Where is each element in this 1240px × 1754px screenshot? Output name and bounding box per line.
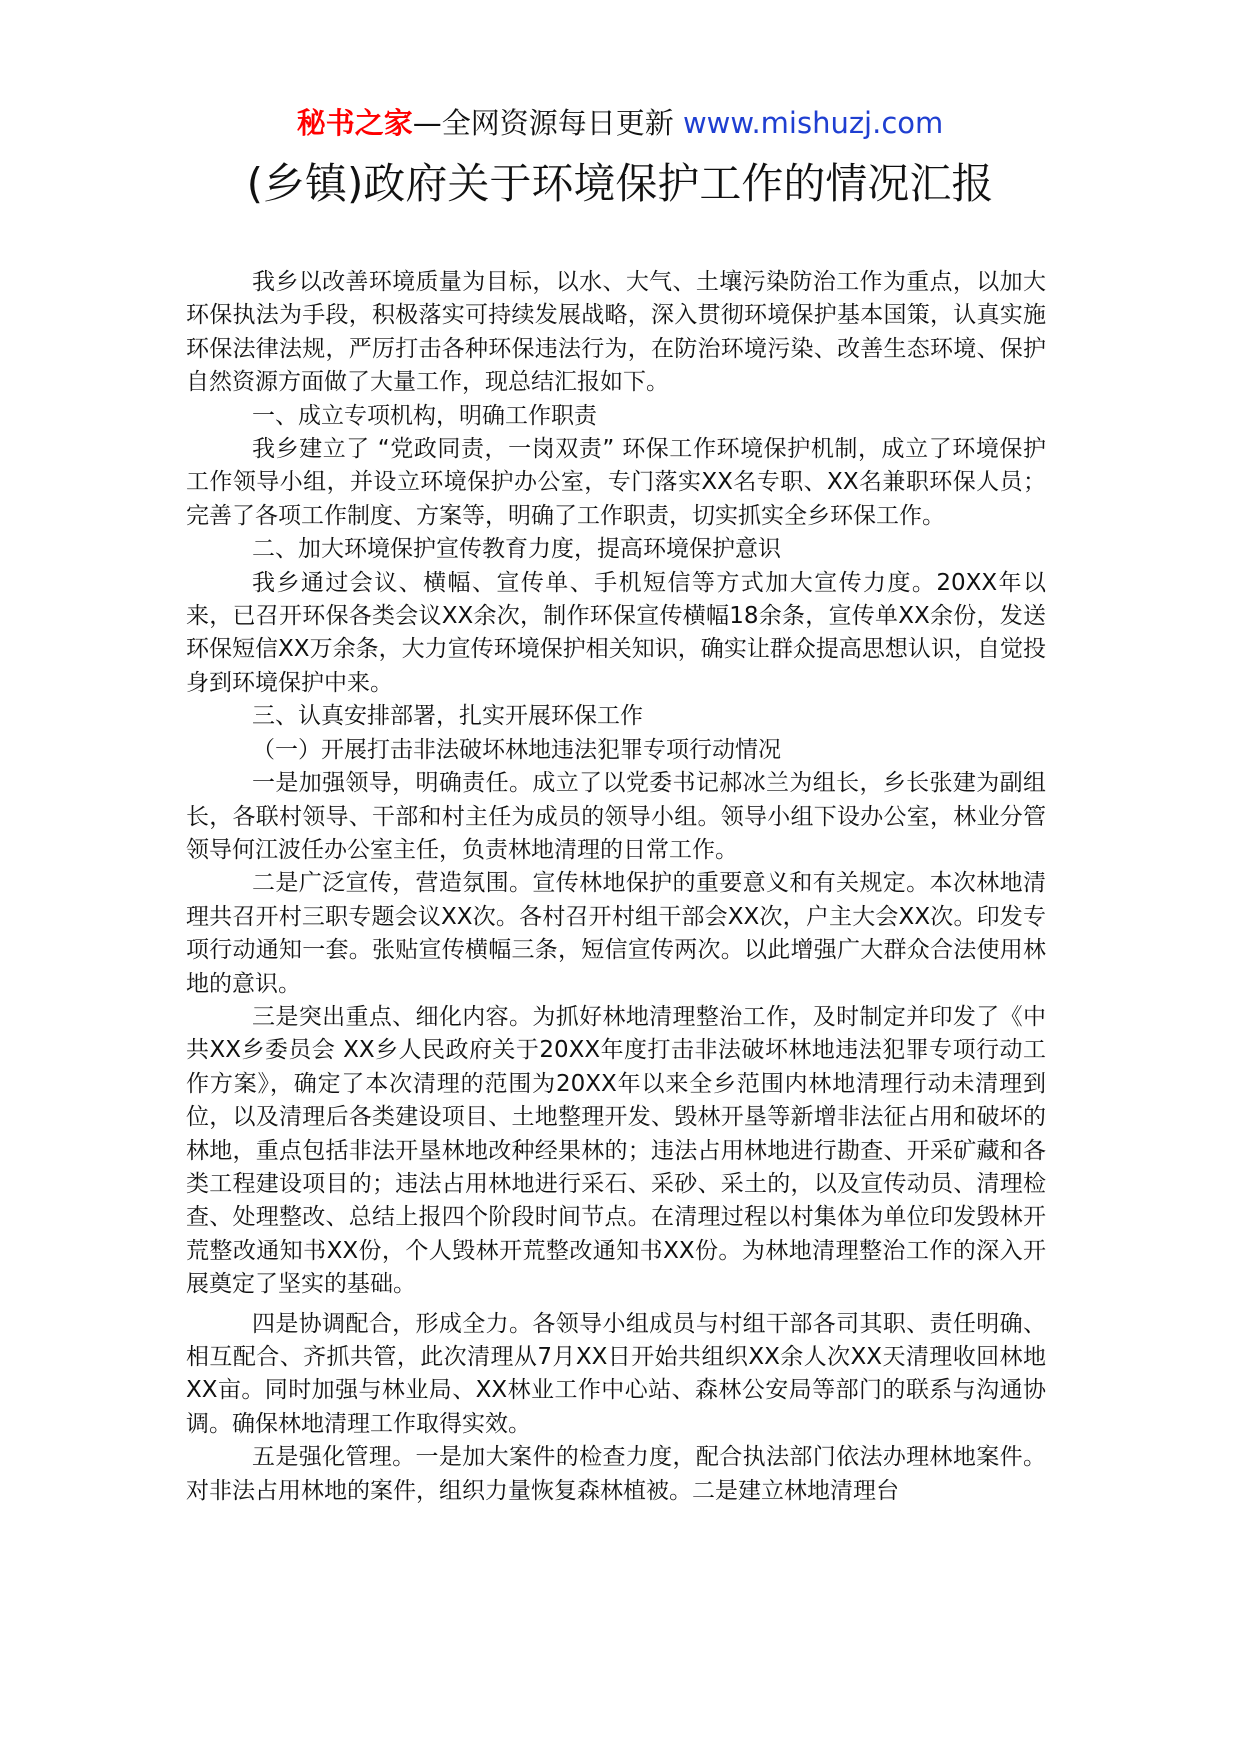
body-paragraph: 五是强化管理。一是加大案件的检查力度，配合执法部门依法办理林地案件。对非法占用林地的案件，组织力量恢复森林植被。二是建立林地清理台 — [186, 1444, 1046, 1504]
intro-paragraph: 我乡以改善环境质量为目标，以水、大气、土壤污染防治工作为重点，以加大环保执法为手段，积极落实可持续发展战略，深入贯彻环境保护基本国策，认真实施环保法律法规，严厉打击各种环保违法行为，在防治环境污染、改善生态环境、保护自然资源方面做了大量工作，现总结汇报如下。 — [186, 269, 1046, 396]
document-body — [186, 266, 1046, 1508]
body-paragraph: 二是广泛宣传，营造氛围。宣传林地保护的重要意义和有关规定。本次林地清理共召开村三职专题会议XX次。各村召开村组干部会XX次，户主大会XX次。印发专项行动通知一套。张贴宣传横幅三条，短信宣传两次。以此增强广大群众合法使用林地的意识。 — [186, 870, 1046, 997]
body-paragraph: 一是加强领导，明确责任。成立了以党委书记郝冰兰为组长，乡长张建为副组长，各联村领导、干部和村主任为成员的领导小组。领导小组下设办公室，林业分管领导何江波任办公室主任，负责林地清理的日常工作。 — [186, 770, 1046, 863]
body-paragraph: 我乡建立了 “党政同责，一岗双责” 环保工作环境保护机制，成立了环境保护工作领导小组，并设立环境保护办公室，专门落实XX名专职、XX名兼职环保人员；完善了各项工作制度、方案等，明确了工作职责，切实抓实全乡环保工作。 — [186, 436, 1046, 529]
document-title: (乡镇)政府关于环境保护工作的情况汇报 — [246, 159, 994, 208]
body-paragraph: 我乡通过会议、横幅、宣传单、手机短信等方式加大宣传力度。20XX年以来，已召开环保各类会议XX余次，制作环保宣传横幅18余条，宣传单XX余份，发送环保短信XX万余条，大力宣传环境保护相关知识，确实让群众提高思想认识，自觉投身到环境保护中来。 — [186, 569, 1046, 696]
section-heading-3: 三、认真安排部署，扎实开展环保工作 — [252, 703, 643, 730]
site-header — [0, 103, 1240, 143]
body-paragraph: 三是突出重点、细化内容。为抓好林地清理整治工作，及时制定并印发了《中共XX乡委员会 XX乡人民政府关于20XX年度打击非法破坏林地违法犯罪专项行动工作方案》，确定了本次清理的范围为20XX年以来全乡范围内林地清理行动未清理到位，以及清理后各类建设项目、土地整理开发、毁林开垦等新增非法征占用和破坏的林地，重点包括非法开垦林地改种经果林的；违法占用林地进行勘查、开采矿藏和各类工程建设项目的；违法占用林地进行采石、采砂、采土的，以及宣传动员、清理检查、处理整改、总结上报四个阶段时间节点。在清理过程以村集体为单位印发毁林开荒整改通知书XX份，个人毁林开荒整改通知书XX份。为林地清理整治工作的深入开展奠定了坚实的基础。 — [186, 1003, 1046, 1298]
section-heading-2: 二、加大环境保护宣传教育力度，提高环境保护意识 — [252, 536, 781, 563]
header-tagline: —全网资源每日更新 — [412, 106, 674, 140]
brand-name: 秘书之家 — [296, 106, 413, 140]
subsection-heading-1: （一）开展打击非法破坏林地违法犯罪专项行动情况 — [252, 736, 781, 763]
body-paragraph: 四是协调配合，形成全力。各领导小组成员与村组干部各司其职、责任明确、相互配合、齐抓共管，此次清理从7月XX日开始共组织XX余人次XX天清理收回林地XX亩。同时加强与林业局、XX林业工作中心站、森林公安局等部门的联系与沟通协调。确保林地清理工作取得实效。 — [186, 1310, 1046, 1437]
section-heading-1: 一、成立专项机构，明确工作职责 — [252, 402, 597, 429]
site-url-link[interactable]: www.mishuzj.com — [682, 106, 944, 140]
